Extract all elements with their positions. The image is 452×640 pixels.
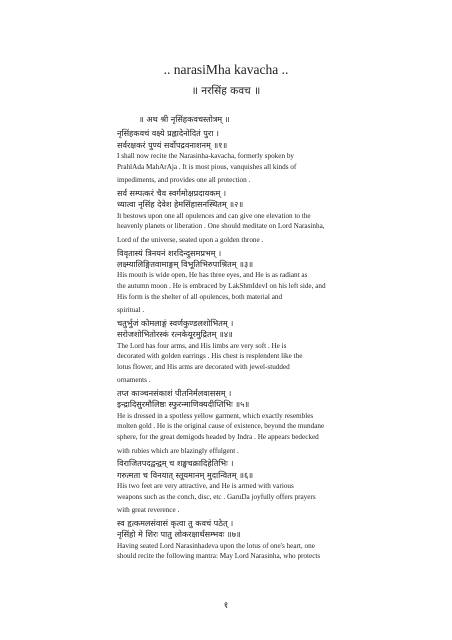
translation-line: heavenly planets or liberation . One should meditate on Lord Narasinha, [117,222,325,231]
translation-line: He is dressed in a spotless yellow garment, which exactly resembles [117,411,314,420]
translation-line: molten gold . He is the original cause of existence, beyond the mundane [117,422,325,431]
translation-line: spiritual . [117,306,145,315]
sanskrit-line: ध्यात्वा नृसिंह देवेश हेमसिंहासनस्थितम् ॥२॥ [117,199,244,210]
sanskrit-line: तप्त काञ्चनसंकाशं पीतनिर्मलवाससम् । [117,387,232,398]
sanskrit-line: नृसिंहो मे शिरः पातु लोकरक्षार्थसम्भवः ॥७॥ [117,529,241,540]
document-body [117,114,422,564]
page-title: .. narasiMha kavacha .. [163,62,289,77]
translation-line: with rubies which are blazingly effulgent . [117,446,239,455]
sanskrit-line: गरुत्मता च विनयात् स्तूयमानम् मुदान्वितम् ॥६॥ [117,469,254,480]
sanskrit-line: सरोजशोभितोरस्कं रत्नकेयूरमुद्रितम् ॥४॥ [117,329,233,340]
translation-line: The Lord has four arms, and His limbs are very soft . He is [117,341,287,350]
verse-block [117,188,422,246]
verse-block [117,518,422,562]
sanskrit-line: विवृतास्यं त्रिनयनं शरदिन्दुसमप्रभम् । [117,247,222,258]
sanskrit-line: इन्द्रादिसुरमौलिष्ठः स्फुरन्माणिक्यदीप्तिभिः ॥५॥ [117,399,250,410]
sanskrit-line: नृसिंहकवचं वक्ष्ये प्रह्लादेनोदितं पुरा । [117,128,219,139]
opening-invocation: ॥ अथ श्री नृसिंहकवचस्तोत्रम् ॥ [139,114,230,124]
verse-block [117,458,422,516]
translation-line: I shall now recite the Narasinha-kavacha, formerly spoken by [117,152,295,161]
english-translation [117,270,422,315]
sanskrit-line: सर्व सम्पत्करं चैव स्वर्गमोक्षप्रदायकम् । [117,188,227,198]
translation-line: lotus flower, and His arms are decorated with jewel-studded [117,362,290,371]
translation-line: the autumn moon . He is embraced by LakShmIdevI on his left side, and [117,282,326,290]
english-translation [117,541,422,562]
translation-line: weapons such as the conch, disc, etc . GaruDa joyfully offers prayers [117,492,316,501]
english-translation [117,411,422,456]
devanagari-subtitle: ॥ नरसिंह कवच ॥ [191,85,261,97]
verse-block [117,318,422,386]
translation-line: His mouth is wide open, He has three eyes, and He is as radiant as [117,271,308,280]
sanskrit-line: सर्वरक्षकरं पुण्यं सर्वोपद्रवनाशनम् ॥१॥ [117,139,228,150]
verse-list [117,128,422,561]
translation-line: His form is the shelter of all opulences, both material and [117,292,283,301]
sanskrit-line: स्व हृत्कमलसंवासं कृत्वा तु कवचं पठेत् । [117,517,234,528]
english-translation [117,211,422,246]
sanskrit-line: विराजितपदद्वन्द्वम् च शङ्खचक्रादिहेतिभिः । [117,458,234,469]
verse-block [117,388,422,456]
verse-block [117,248,422,316]
translation-line: with great reverence . [117,506,180,515]
verse-block [117,128,422,186]
translation-line: impediments, and provides one all protection . [117,176,251,185]
english-translation [117,341,422,386]
translation-line: ornaments . [117,376,151,385]
translation-line: Having seated Lord Narasinhadeva upon the lotus of one's heart, one [117,541,315,550]
english-translation [117,481,422,516]
translation-line: Lord of the universe, seated upon a golden throne . [117,236,264,244]
translation-line: should recite the following mantra: May Lord Narasinha, who protects [117,552,321,561]
translation-line: PrahlAda MahArAja . It is most pious, vanquishes all kinds of [117,162,297,171]
sanskrit-line: लक्ष्म्यालिङ्गितवामाङ्गम् विभूतिभिरुपाश्रितम् ॥३॥ [117,259,254,269]
page-number: १ [223,601,229,611]
sanskrit-line: चतुर्भुजं कोमलाङ्गं स्वर्णकुण्डलशोभितम् । [117,317,234,328]
translation-line: sphere, for the great demigods headed by Indra . He appears bedecked [117,432,319,441]
translation-line: It bestows upon one all opulences and can give one elevation to the [117,211,311,220]
translation-line: His two feet are very attractive, and He is armed with various [117,481,294,490]
english-translation [117,151,422,186]
translation-line: decorated with golden earrings . His chest is resplendent like the [117,352,303,361]
